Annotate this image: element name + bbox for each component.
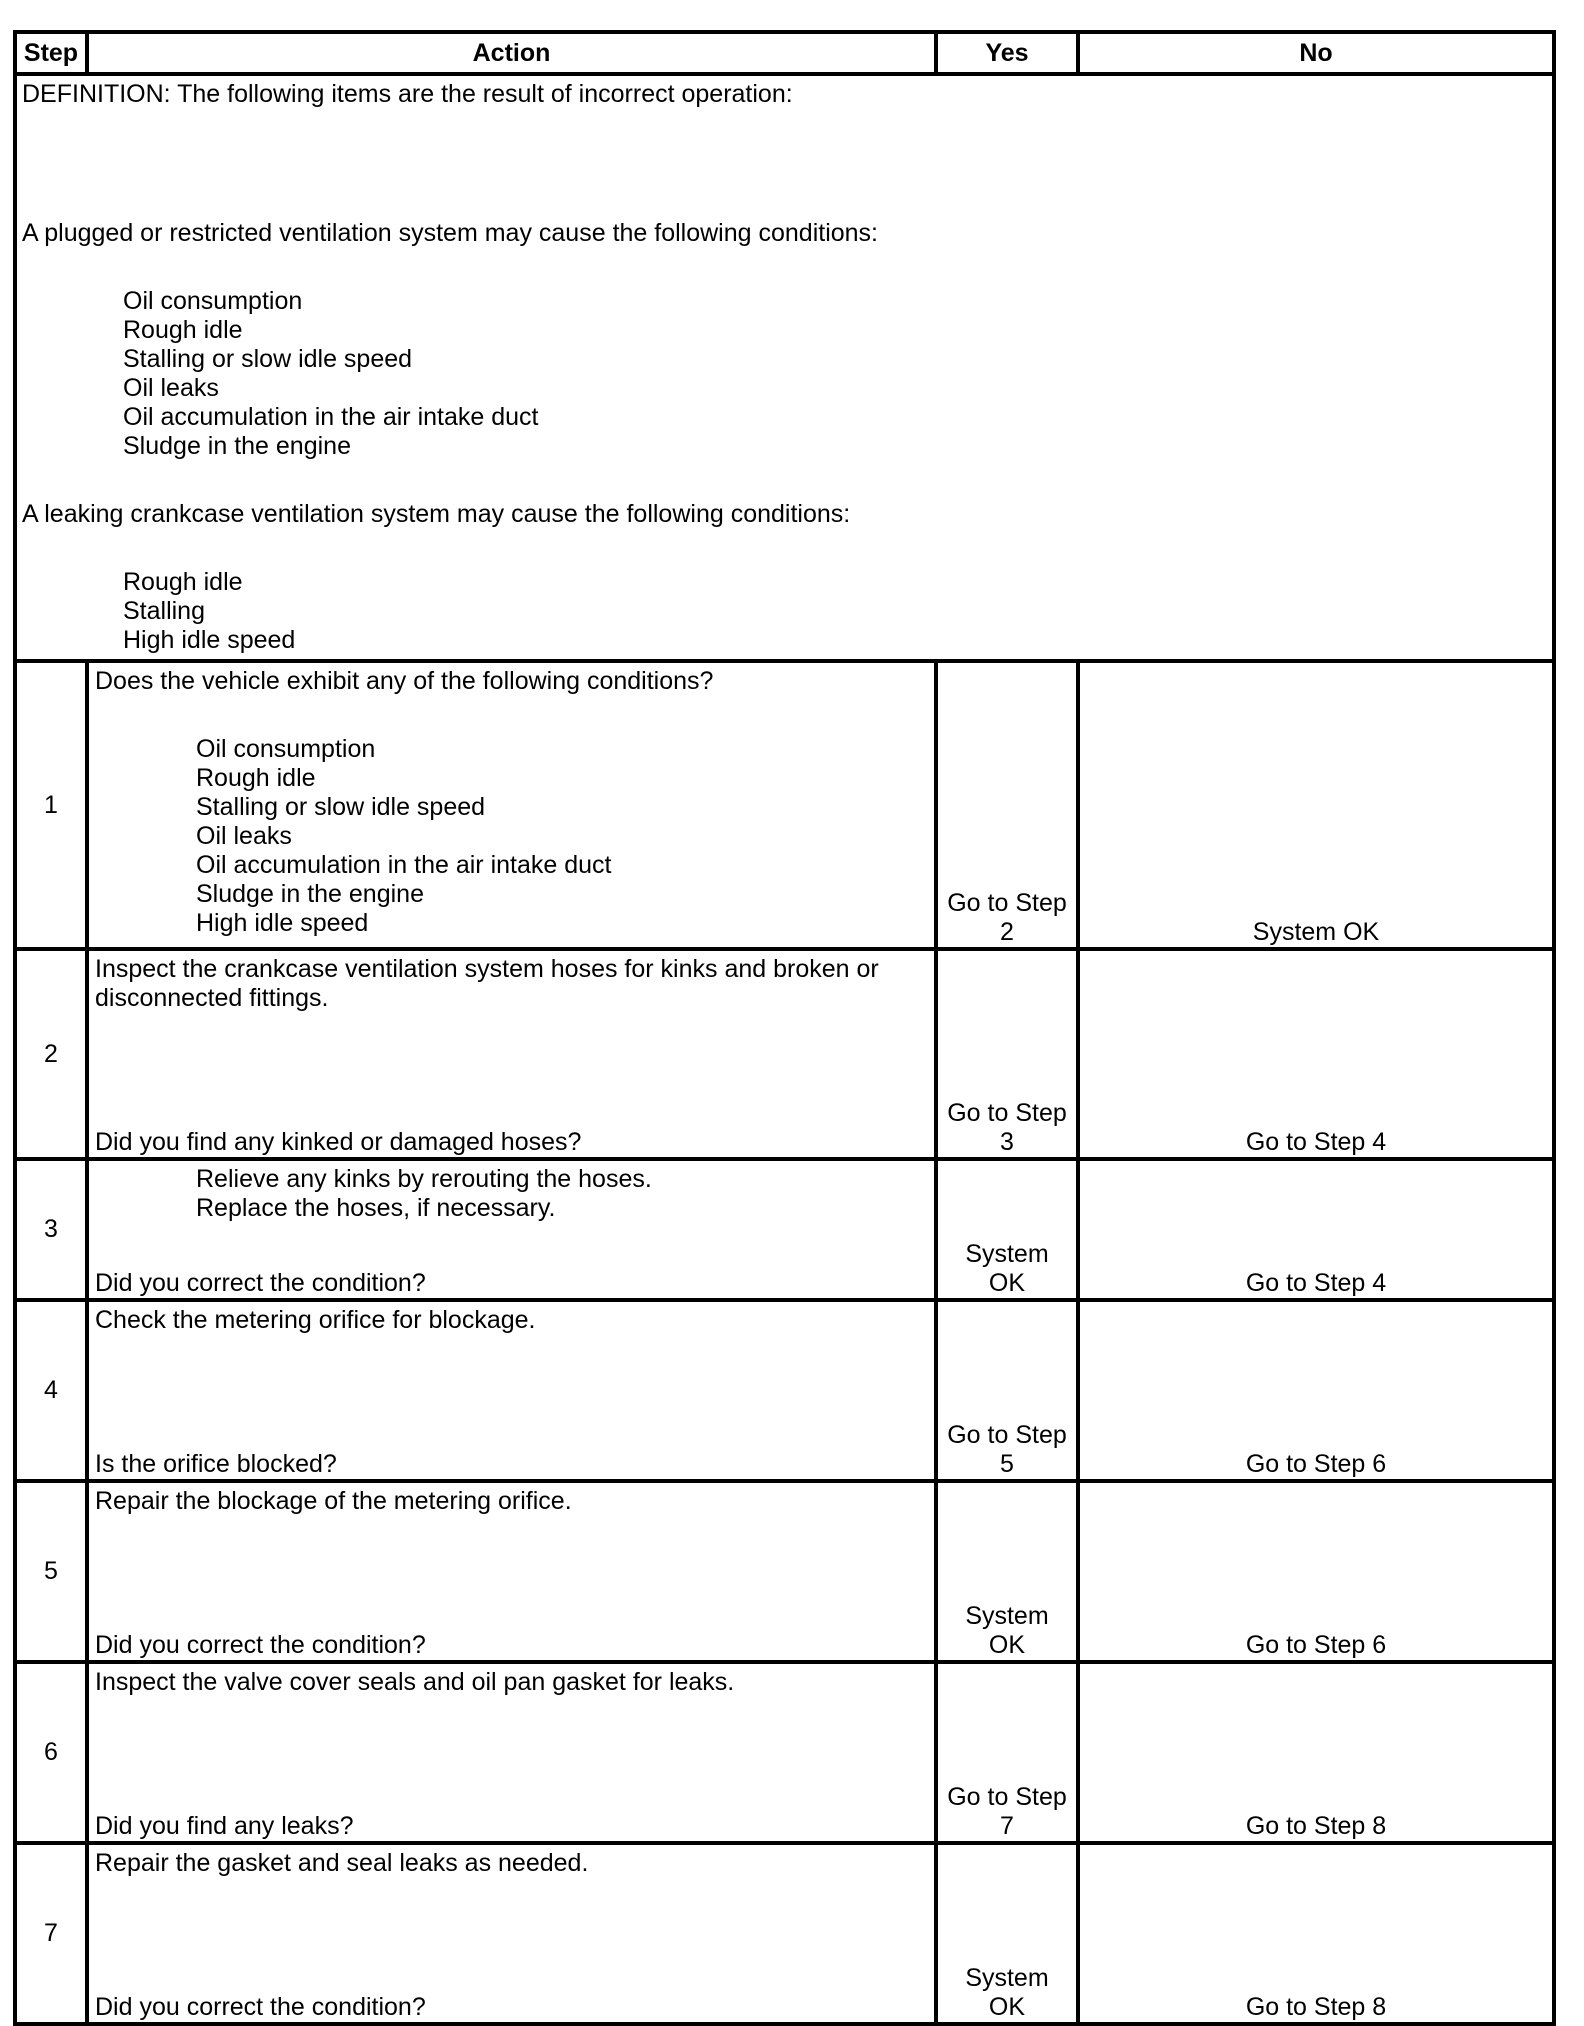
step-number: 6 [44,1738,58,1766]
list-item: Stalling or slow idle speed [196,793,486,821]
step-action-text: Inspect the crankcase ventilation system hoses for kinks and broken or disconnected fittings. [95,955,879,1012]
leaking-intro: A leaking crankcase ventilation system may cause the following conditions: [22,500,851,528]
no-text: System OK [1252,918,1380,946]
yes-text: System OK [965,1964,1049,2021]
step-action-text: Repair the blockage of the metering orifice. [95,1487,572,1515]
list-item: High idle speed [123,626,296,654]
no-text: Go to Step 4 [1245,1269,1387,1297]
header-yes: Yes [934,34,1076,72]
list-item: Oil consumption [196,735,376,763]
list-item: Oil accumulation in the air intake duct [123,403,539,431]
list-item: Rough idle [196,764,316,792]
definition-intro: DEFINITION: The following items are the result of incorrect operation: [22,80,793,108]
step-no [1076,1161,1552,1298]
leaking-conditions-list [22,568,1547,655]
step-question: Did you find any leaks? [95,1812,354,1840]
step-row-6 [17,1660,1552,1841]
yes-text: Go to Step 7 [947,1783,1067,1840]
list-item: Sludge in the engine [123,432,351,460]
header-action: Action [85,34,934,72]
step-number: 3 [44,1215,58,1243]
list-item: Oil accumulation in the air intake duct [196,851,612,879]
step-row-2 [17,947,1552,1157]
step-yes [934,663,1076,947]
step-yes [934,1483,1076,1660]
step-yes [934,1664,1076,1841]
step-number: 5 [44,1557,58,1585]
step-no [1076,1664,1552,1841]
yes-text: Go to Step 3 [947,1099,1067,1156]
step-number: 2 [44,1039,58,1068]
step-question: Did you correct the condition? [95,1269,426,1297]
list-item: Stalling [123,597,205,625]
list-item: Sludge in the engine [196,880,424,908]
step-row-3 [17,1157,1552,1298]
step-question: Did you correct the condition? [95,1993,426,2021]
plugged-intro: A plugged or restricted ventilation system may cause the following conditions: [22,219,879,247]
yes-text: System OK [965,1240,1049,1297]
step-action [85,1664,934,1841]
step-yes [934,1302,1076,1479]
definition-block [17,76,1552,659]
no-text: Go to Step 8 [1245,1993,1387,2021]
step-number: 1 [44,790,58,819]
header-no: No [1076,34,1552,72]
step-action-text: Check the metering orifice for blockage. [95,1306,536,1334]
step-instructions-list [95,1165,928,1223]
step-conditions-list [95,735,928,938]
step-row-5 [17,1479,1552,1660]
step-action [85,951,934,1157]
list-item: Relieve any kinks by rerouting the hoses. [196,1165,652,1193]
step-yes [934,1845,1076,2022]
step-number: 4 [44,1376,58,1404]
yes-text: Go to Step 5 [947,1421,1067,1478]
step-action [85,1302,934,1479]
step-no [1076,951,1552,1157]
no-text: Go to Step 6 [1245,1450,1387,1478]
definition-row [17,72,1552,659]
list-item: Rough idle [123,316,243,344]
list-item: Oil leaks [196,822,292,850]
no-text: Go to Step 8 [1245,1812,1387,1840]
list-item: Oil consumption [123,287,303,315]
step-action [85,1483,934,1660]
plugged-conditions-list [22,287,1547,461]
step-row-1 [17,659,1552,947]
no-text: Go to Step 6 [1245,1631,1387,1659]
step-number: 7 [44,1919,58,1947]
yes-text: Go to Step 2 [947,889,1067,946]
yes-text: System OK [965,1602,1049,1659]
step-row-7 [17,1841,1552,2022]
step-row-4 [17,1298,1552,1479]
step-no [1076,1845,1552,2022]
list-item: Oil leaks [123,374,219,402]
list-item: Stalling or slow idle speed [123,345,413,373]
step-yes [934,951,1076,1157]
step-no [1076,1483,1552,1660]
no-text: Go to Step 4 [1245,1128,1387,1156]
step-action-text: Repair the gasket and seal leaks as needed. [95,1849,589,1877]
step-action [85,1845,934,2022]
list-item: High idle speed [196,909,369,937]
step-no [1076,1302,1552,1479]
table-header-row [17,34,1552,72]
step-action [85,663,934,947]
header-step: Step [23,39,79,67]
step-yes [934,1161,1076,1298]
step-no [1076,663,1552,947]
step-action [85,1161,934,1298]
list-item: Rough idle [123,568,243,596]
step-question: Is the orifice blocked? [95,1450,337,1478]
diagnostic-table [13,30,1556,2026]
list-item: Replace the hoses, if necessary. [196,1194,556,1222]
step-question: Did you find any kinked or damaged hoses? [95,1128,582,1156]
step-action-text: Inspect the valve cover seals and oil pan gasket for leaks. [95,1668,735,1696]
step-question: Did you correct the condition? [95,1631,426,1659]
step-action-text: Does the vehicle exhibit any of the following conditions? [95,667,714,695]
